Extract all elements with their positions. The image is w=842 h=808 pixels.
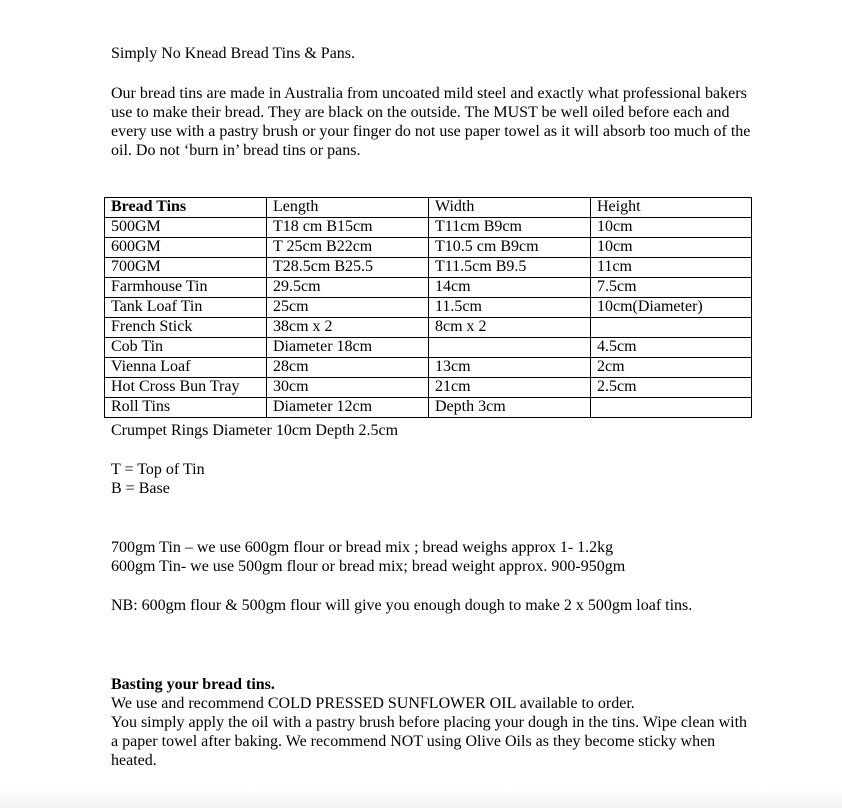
- cell-length: T28.5cm B25.5: [267, 258, 429, 278]
- header-height: Height: [591, 198, 752, 218]
- cell-length: 29.5cm: [267, 278, 429, 298]
- cell-name: Roll Tins: [105, 398, 267, 418]
- intro-paragraph: [111, 84, 761, 160]
- cell-height: 2cm: [591, 358, 752, 378]
- cell-height: 7.5cm: [591, 278, 752, 298]
- table-row: [105, 238, 752, 258]
- cell-name: 600GM: [105, 238, 267, 258]
- bread-tins-table: [104, 197, 752, 418]
- flour-notes: [111, 538, 625, 576]
- cell-length: 30cm: [267, 378, 429, 398]
- cell-height: [591, 398, 752, 418]
- cell-length: T18 cm B15cm: [267, 218, 429, 238]
- table-row: [105, 338, 752, 358]
- header-length: Length: [267, 198, 429, 218]
- cell-width: Depth 3cm: [429, 398, 591, 418]
- cell-length: Diameter 12cm: [267, 398, 429, 418]
- cell-height: [591, 318, 752, 338]
- cell-height: 11cm: [591, 258, 752, 278]
- cell-name: Cob Tin: [105, 338, 267, 358]
- cell-name: Farmhouse Tin: [105, 278, 267, 298]
- table-header-row: [105, 198, 752, 218]
- flour-note-600: 600gm Tin- we use 500gm flour or bread mix; bread weight approx. 900-950gm: [111, 558, 626, 575]
- basting-heading: Basting your bread tins.: [111, 676, 275, 693]
- cell-name: Vienna Loaf: [105, 358, 267, 378]
- cell-width: 11.5cm: [429, 298, 591, 318]
- cell-width: T10.5 cm B9cm: [429, 238, 591, 258]
- cell-length: T 25cm B22cm: [267, 238, 429, 258]
- legend: [111, 460, 205, 498]
- cell-name: 700GM: [105, 258, 267, 278]
- cell-width: 8cm x 2: [429, 318, 591, 338]
- page-bottom-edge: [0, 790, 842, 808]
- cell-name: 500GM: [105, 218, 267, 238]
- table-row: [105, 358, 752, 378]
- table-row: [105, 298, 752, 318]
- table-row: [105, 278, 752, 298]
- header-width: Width: [429, 198, 591, 218]
- legend-top: T = Top of Tin: [111, 461, 205, 478]
- flour-note-700: 700gm Tin – we use 600gm flour or bread mix ; bread weighs approx 1- 1.2kg: [111, 539, 614, 556]
- cell-length: 25cm: [267, 298, 429, 318]
- cell-width: 21cm: [429, 378, 591, 398]
- cell-height: 10cm: [591, 238, 752, 258]
- cell-width: [429, 338, 591, 358]
- cell-width: 14cm: [429, 278, 591, 298]
- cell-length: 38cm x 2: [267, 318, 429, 338]
- header-bread-tins: Bread Tins: [105, 198, 267, 218]
- cell-length: 28cm: [267, 358, 429, 378]
- page-title: Simply No Knead Bread Tins & Pans.: [111, 45, 356, 62]
- cell-name: Tank Loaf Tin: [105, 298, 267, 318]
- cell-name: French Stick: [105, 318, 267, 338]
- crumpet-rings-line: Crumpet Rings Diameter 10cm Depth 2.5cm: [111, 422, 399, 439]
- cell-width: 13cm: [429, 358, 591, 378]
- cell-height: 2.5cm: [591, 378, 752, 398]
- table-row: [105, 398, 752, 418]
- cell-height: 4.5cm: [591, 338, 752, 358]
- table-row: [105, 218, 752, 238]
- nb-note: NB: 600gm flour & 500gm flour will give you enough dough to make 2 x 500gm loaf tins.: [111, 597, 693, 614]
- legend-base: B = Base: [111, 480, 170, 497]
- table-row: [105, 318, 752, 338]
- cell-height: 10cm: [591, 218, 752, 238]
- intro-text: Our bread tins are made in Australia from uncoated mild steel and exactly what professional bakers use to make their bread. They are black on the outside. The MUST be well oiled before each and every use with a pastry brush or your finger do not use paper towel as it will absorb too much of the oil. Do not ‘burn in’ bread tins or pans.: [111, 85, 751, 159]
- cell-width: T11cm B9cm: [429, 218, 591, 238]
- table-row: [105, 378, 752, 398]
- basting-line-1: We use and recommend COLD PRESSED SUNFLOWER OIL available to order.: [111, 695, 635, 712]
- table-row: [105, 258, 752, 278]
- cell-name: Hot Cross Bun Tray: [105, 378, 267, 398]
- basting-line-2: You simply apply the oil with a pastry brush before placing your dough in the tins. Wipe clean with a paper towel after baking. We recommend NOT using Olive Oils as they become sticky when heated.: [111, 714, 748, 769]
- cell-height: 10cm(Diameter): [591, 298, 752, 318]
- basting-section: [111, 675, 751, 770]
- cell-width: T11.5cm B9.5: [429, 258, 591, 278]
- cell-length: Diameter 18cm: [267, 338, 429, 358]
